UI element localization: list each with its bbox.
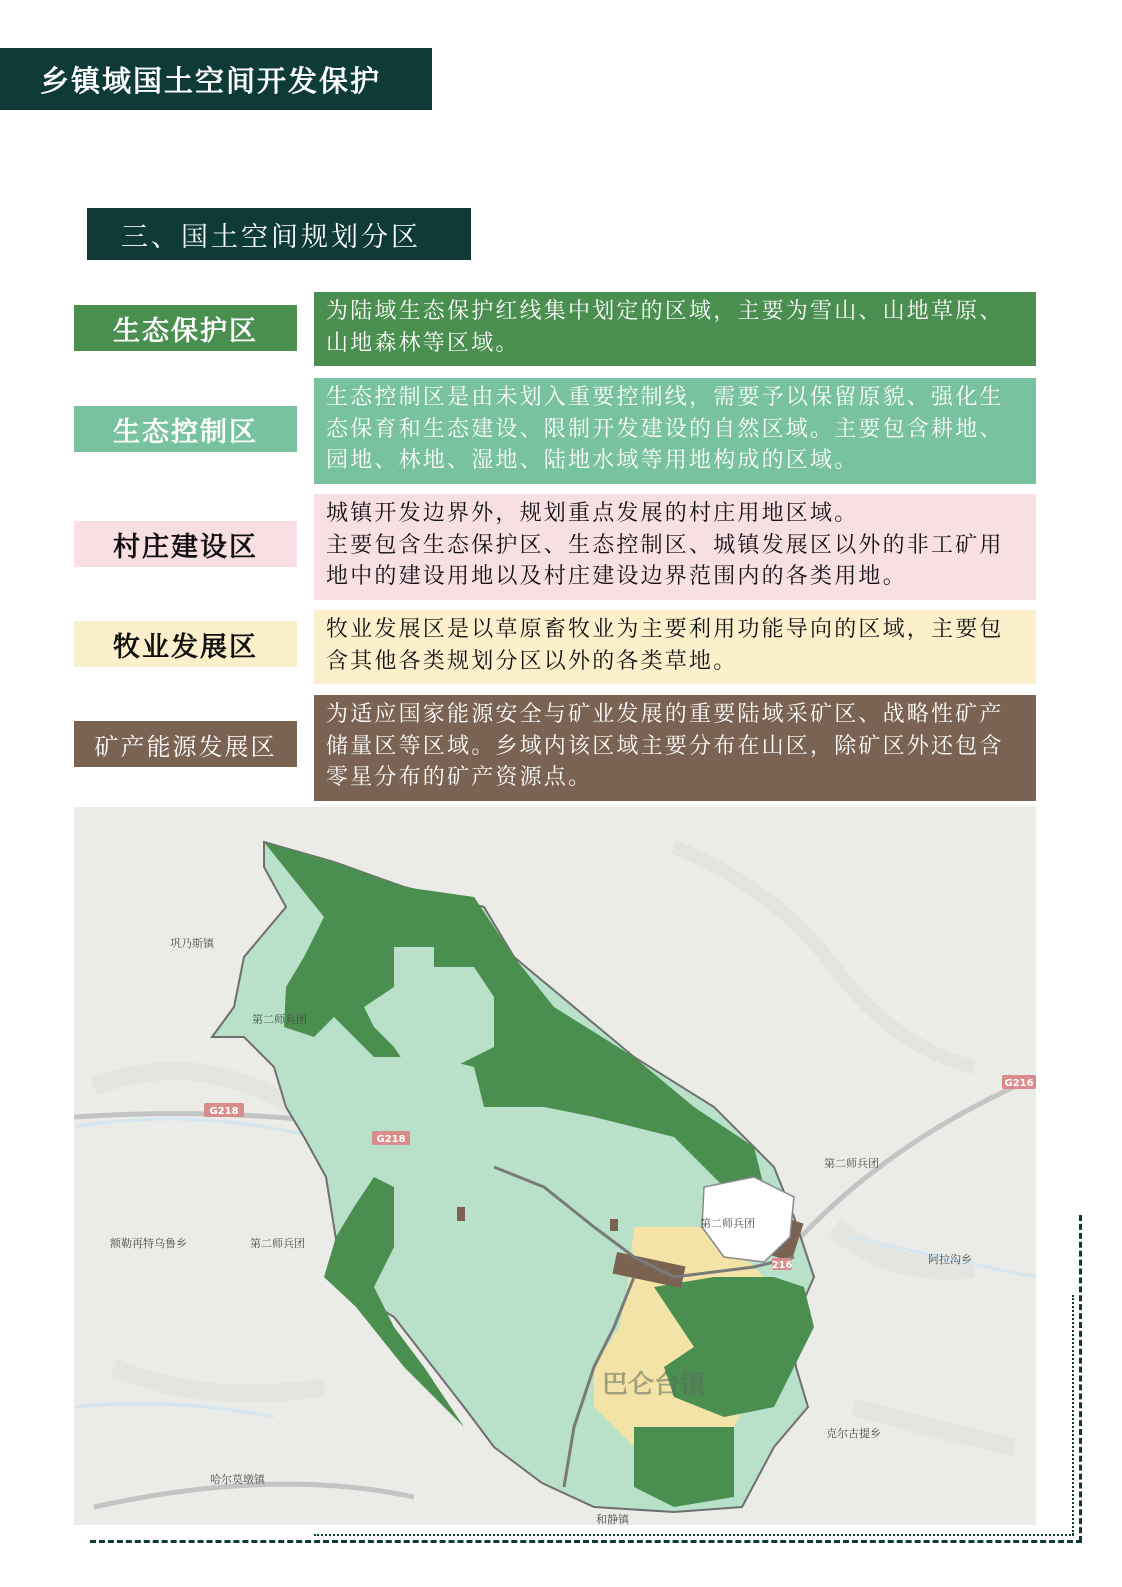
place-label: 巩乃斯镇: [170, 937, 214, 950]
decorative-dashed-line-bottom: [90, 1540, 1082, 1543]
road-badge-3: [1002, 1075, 1036, 1089]
decorative-dotted-line-bottom: [314, 1534, 1074, 1536]
zoning-map: [74, 807, 1036, 1525]
place-label: 第二师兵团: [252, 1013, 307, 1026]
place-label: 第二师兵团: [700, 1217, 755, 1230]
zone-label: 村庄建设区: [74, 521, 297, 567]
town-label: 巴仑台镇: [602, 1370, 707, 1400]
zone-description: 城镇开发边界外，规划重点发展的村庄用地区域。 主要包含生态保护区、生态控制区、城镇发展区以外的非工矿用地中的建设用地以及村庄建设边界范围内的各类用地。: [314, 494, 1036, 600]
place-label: 哈尔莫墩镇: [210, 1473, 265, 1486]
place-label: 和静镇: [596, 1513, 629, 1525]
zone-label: 牧业发展区: [74, 621, 297, 667]
map-canvas: [74, 807, 1036, 1525]
section-title: 三、国土空间规划分区: [87, 208, 471, 260]
page-banner: 乡镇域国土空间开发保护: [0, 48, 432, 110]
place-label: 第二师兵团: [824, 1157, 879, 1170]
place-label: 额勒再特乌鲁乡: [110, 1237, 187, 1250]
zone-description: 牧业发展区是以草原畜牧业为主要利用功能导向的区域，主要包含其他各类规划分区以外的各类草地。: [314, 610, 1036, 684]
zone-description: 生态控制区是由未划入重要控制线，需要予以保留原貌、强化生态保育和生态建设、限制开发建设的自然区域。主要包含耕地、园地、林地、湿地、陆地水域等用地构成的区域。: [314, 378, 1036, 484]
road-badge-1: [204, 1103, 244, 1117]
zone-description: 为陆域生态保护红线集中划定的区域，主要为雪山、山地草原、山地森林等区域。: [314, 292, 1036, 366]
decorative-dotted-line-right: [1072, 1295, 1074, 1535]
svg-text:G218: G218: [209, 1106, 239, 1117]
road-badge-2: [372, 1131, 410, 1145]
svg-text:216: 216: [771, 1260, 793, 1271]
zone-label: 矿产能源发展区: [74, 721, 297, 767]
place-label: 阿拉沟乡: [928, 1253, 972, 1266]
place-label: 克尔古提乡: [826, 1427, 881, 1440]
svg-text:G216: G216: [1004, 1078, 1034, 1089]
district-fill: [212, 842, 814, 1512]
zone-label: 生态保护区: [74, 305, 297, 351]
road-badge-4: [772, 1258, 793, 1271]
mineral-patch-3: [457, 1207, 465, 1221]
zone-description: 为适应国家能源安全与矿业发展的重要陆域采矿区、战略性矿产储量区等区域。乡域内该区域主要分布在山区，除矿区外还包含零星分布的矿产资源点。: [314, 695, 1036, 801]
decorative-dashed-line-right: [1079, 1215, 1082, 1542]
svg-text:G218: G218: [376, 1134, 406, 1145]
mineral-patch-4: [610, 1219, 618, 1231]
zone-label: 生态控制区: [74, 406, 297, 452]
place-label: 第二师兵团: [250, 1237, 305, 1250]
